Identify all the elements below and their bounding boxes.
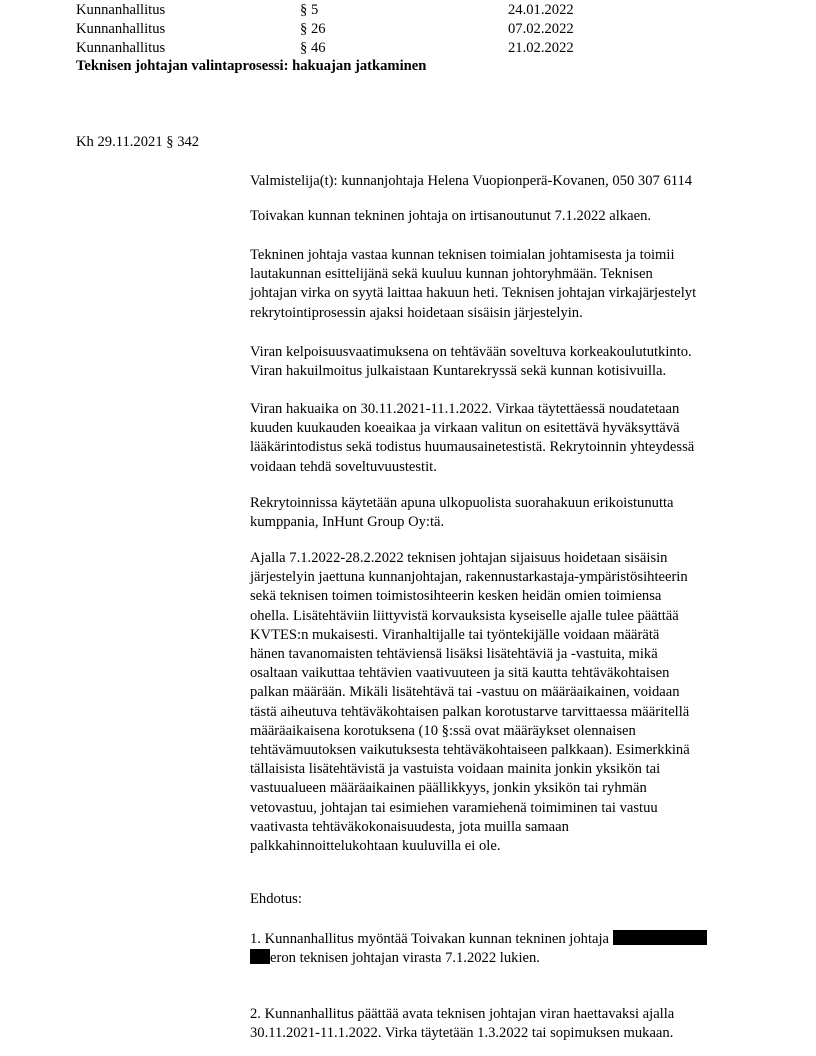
- paragraph-line: Toivakan kunnan tekninen johtaja on irtisanoutunut 7.1.2022 alkaen.: [250, 208, 652, 224]
- paragraph-line: tästä aiheutuva tehtäväkohtaisen palkan korotustarve tarvittaessa määritellä: [250, 703, 690, 720]
- meeting-body: Kunnanhallitus: [76, 40, 166, 56]
- proposal-line: [250, 930, 750, 949]
- paragraph-line: Tekninen johtaja vastaa kunnan teknisen toimialan johtamisesta ja toimii: [250, 247, 675, 263]
- meeting-section: § 46: [300, 40, 326, 56]
- paragraph-line: järjestelyin jaettuna kunnanjohtajan, rakennustarkastaja-ympäristösihteerin: [250, 569, 688, 586]
- paragraph-line: palkkahinnoittelukohtaan kuuluvilla ei ole.: [250, 838, 501, 855]
- paragraph-line: Ajalla 7.1.2022-28.2.2022 teknisen johtajan sijaisuus hoidetaan sisäisin: [250, 550, 668, 566]
- redaction-box: [613, 930, 707, 945]
- paragraph-line: osaltaan vaikuttaa tehtävien vaativuuteen ja sitä kautta tehtäväkohtaisen: [250, 665, 670, 682]
- paragraph-line: KVTES:n mukaisesti. Viranhaltijalle tai työntekijälle voidaan määrätä: [250, 626, 660, 643]
- proposal-line: [250, 949, 750, 968]
- paragraph-line: vastuualueen määräaikainen päällikkyys, jonkin yksikön tai ryhmän: [250, 780, 647, 797]
- paragraph-line: voidaan tehdä soveltuvuustestit.: [250, 458, 437, 475]
- paragraph-line: lääkärintodistus sekä todistus huumausainetestistä. Rekrytoinnin yhteydessä: [250, 439, 695, 456]
- proposal-item-2: [250, 1005, 750, 1043]
- paragraph-line: Viran kelpoisuusvaatimuksena on tehtävään soveltuva korkeakoulututkinto.: [250, 344, 692, 360]
- paragraph-line: hänen tavanomaisten tehtäviensä lisäksi lisätehtäviä ja -vastuita, mikä: [250, 646, 658, 663]
- paragraph-line: Viran hakuaika on 30.11.2021-11.1.2022. Virkaa täytettäessä noudatetaan: [250, 401, 680, 417]
- proposal-line: 2. Kunnanhallitus päättää avata teknisen johtajan viran haettavaksi ajalla: [250, 1006, 675, 1022]
- paragraph: [250, 246, 750, 323]
- paragraph: [250, 343, 750, 381]
- paragraph-line: Viran hakuilmoitus julkaistaan Kuntarekryssä sekä kunnan kotisivuilla.: [250, 363, 667, 380]
- paragraph-line: Rekrytoinnissa käytetään apuna ulkopuolista suorahakuun erikoistunutta: [250, 495, 674, 511]
- paragraph-line: johtajan virka on syytä laittaa hakuun heti. Teknisen johtajan virkajärjestelyt: [250, 285, 697, 302]
- paragraph-line: kumppania, InHunt Group Oy:tä.: [250, 514, 445, 531]
- meeting-section: § 5: [300, 2, 319, 18]
- paragraph-line: vetovastuu, johtajan tai esimiehen varamiehenä toimiminen tai vastuu: [250, 799, 658, 816]
- redaction-box: [250, 949, 270, 964]
- meeting-body: Kunnanhallitus: [76, 21, 166, 37]
- paragraph: [250, 549, 750, 856]
- document-title: Teknisen johtajan valintaprosessi: hakuajan jatkaminen: [76, 58, 427, 74]
- preparer-line: Valmistelija(t): kunnanjohtaja Helena Vuopionperä-Kovanen, 050 307 6114: [250, 173, 693, 189]
- paragraph-line: vaativasta tehtäväkokonaisuudesta, jota muilla samaan: [250, 818, 569, 835]
- paragraph: [250, 400, 750, 477]
- proposal-text: 1. Kunnanhallitus myöntää Toivakan kunnan tekninen johtaja: [250, 931, 610, 947]
- paragraph: [250, 207, 750, 226]
- meeting-section: § 26: [300, 21, 326, 37]
- meeting-body: Kunnanhallitus: [76, 2, 166, 18]
- preparer-block: [250, 172, 750, 191]
- paragraph-line: tällaisista lisätehtävistä ja vastuista voidaan mainita jonkin yksikön tai: [250, 761, 661, 778]
- proposal-line: 30.11.2021-11.1.2022. Virka täytetään 1.3.2022 tai sopimuksen mukaan.: [250, 1025, 674, 1042]
- meeting-date: 07.02.2022: [508, 21, 574, 37]
- proposal-text: eron teknisen johtajan virasta 7.1.2022 lukien.: [270, 950, 540, 967]
- kh-reference: Kh 29.11.2021 § 342: [76, 134, 200, 150]
- paragraph-line: määräaikaisena korotuksena (10 §:ssä ovat määräykset olennaisen: [250, 722, 636, 739]
- paragraph: [250, 494, 750, 532]
- paragraph-line: sekä teknisen toimen toimistosihteerin kesken heidän omien toimiensa: [250, 588, 662, 605]
- paragraph-line: lautakunnan esittelijänä sekä kuuluu kunnan johtoryhmään. Teknisen: [250, 266, 653, 283]
- meeting-date: 21.02.2022: [508, 40, 574, 56]
- meeting-date: 24.01.2022: [508, 2, 574, 18]
- proposal-heading-block: [250, 890, 750, 909]
- paragraph-line: ohella. Lisätehtäviin liittyvistä korvauksista kyseiselle ajalle tulee päättää: [250, 607, 679, 624]
- paragraph-line: kuuden kuukauden koeaikaa ja virkaan valitun on esitettävä hyväksyttävä: [250, 420, 680, 437]
- paragraph-line: rekrytointiprosessin ajaksi hoidetaan sisäisin järjestelyin.: [250, 304, 583, 321]
- proposal-item-1: [250, 930, 750, 968]
- proposal-heading: Ehdotus:: [250, 891, 302, 907]
- paragraph-line: palkan määrään. Mikäli lisätehtävä tai -vastuu on määräaikainen, voidaan: [250, 684, 680, 701]
- paragraph-line: tehtävämuutoksen vaikutuksesta tehtäväkohtaiseen palkkaan). Esimerkkinä: [250, 742, 690, 759]
